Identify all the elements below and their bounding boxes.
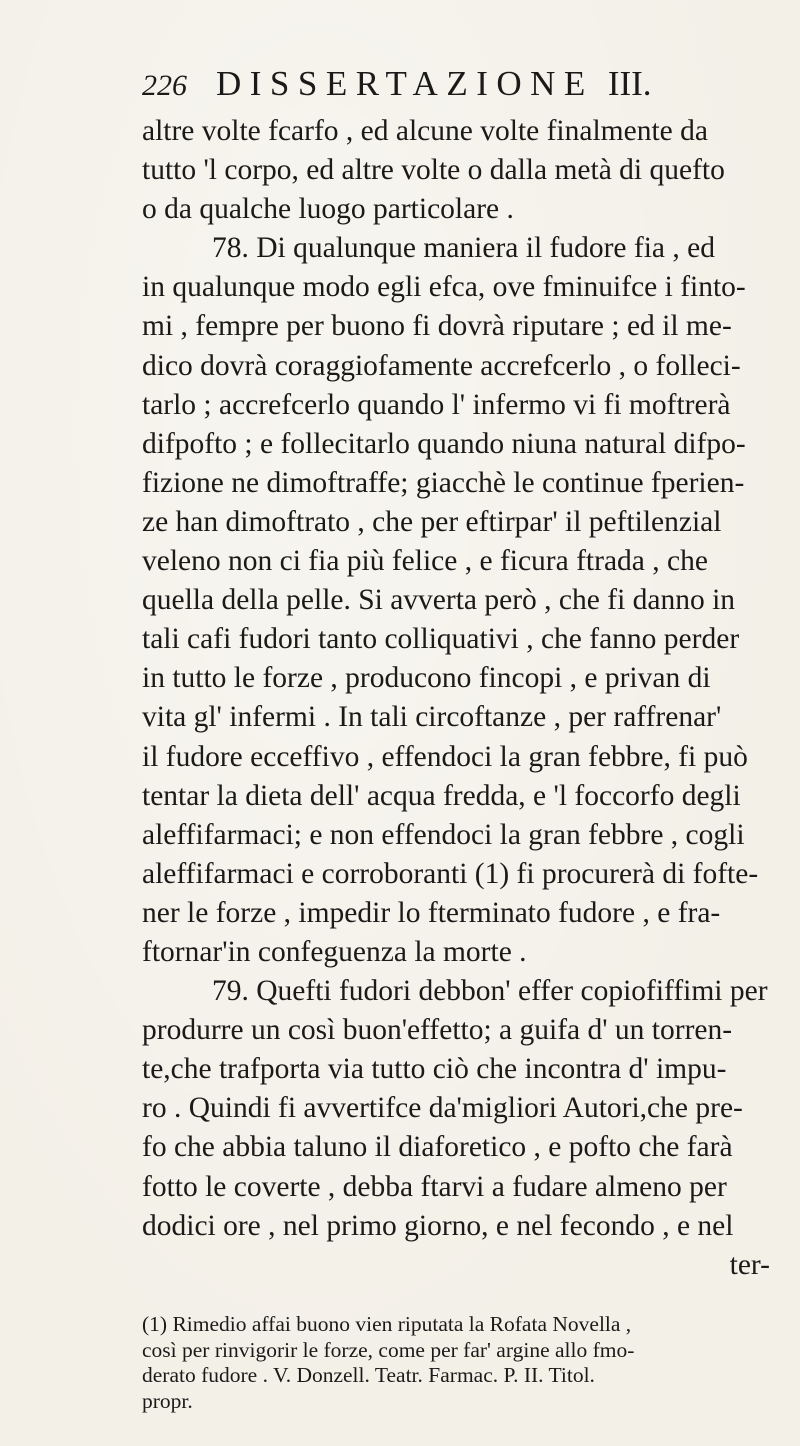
paragraph-78-start: 78. Di qualunque maniera il fudore fia , ed xyxy=(212,232,715,265)
text-line: ze han dimoftrato , che per eftirpar' il peftilenzial xyxy=(142,505,722,538)
text-line: o da qualche luogo particolare . xyxy=(142,193,514,226)
running-title: DISSERTAZIONE xyxy=(216,64,594,103)
text-line: vita gl' infermi . In tali circoftanze , per raffrenar' xyxy=(142,701,722,734)
running-head xyxy=(142,58,762,108)
text-line: fotto le coverte , debba ftarvi a fudare almeno per xyxy=(142,1170,727,1203)
footnote-line: (1) Rimedio affai buono vien riputata la Rofata Novella , xyxy=(142,1312,632,1336)
text-line: te,che trafporta via tutto ciò che incontra d' impu- xyxy=(142,1053,727,1086)
text-line: aleffifarmaci; e non effendoci la gran febbre , cogli xyxy=(142,818,745,851)
body-text xyxy=(142,112,788,1285)
catchword: ter- xyxy=(729,1248,770,1281)
text-line: tali cafi fudori tanto colliquativi , che fanno perder xyxy=(142,623,740,656)
text-line: ner le forze , impedir lo fterminato fudore , e fra- xyxy=(142,896,721,929)
paragraph-79-start: 79. Quefti fudori debbon' effer copiofiffimi per xyxy=(212,975,768,1008)
footnote-line: derato fudore . V. Donzell. Teatr. Farmac. P. II. Titol. xyxy=(142,1363,595,1387)
text-line: aleffifarmaci e corroboranti (1) fi procurerà di fofte- xyxy=(142,857,759,890)
text-line: ro . Quindi fi avvertifce da'migliori Autori,che pre- xyxy=(142,1092,743,1125)
footnote-line: propr. xyxy=(142,1388,193,1413)
text-line: dico dovrà coraggiofamente accrefcerlo , o folleci- xyxy=(142,349,741,382)
text-line: difpofto ; e follecitarlo quando niuna natural difpo- xyxy=(142,427,746,460)
text-line: mi , fempre per buono fi dovrà riputare ; ed il me- xyxy=(142,310,732,343)
text-line: fizione ne dimoftraffe; giacchè le continue fperien- xyxy=(142,466,745,499)
page-number: 226 xyxy=(142,69,187,102)
text-line: dodici ore , nel primo giorno, e nel fecondo , e nel xyxy=(142,1209,734,1242)
text-line: produrre un così buon'effetto; a guifa d' un torren- xyxy=(142,1014,733,1047)
text-line: quella della pelle. Si avverta però , che fi danno in xyxy=(142,584,736,617)
text-line: ftornar'in confeguenza la morte . xyxy=(142,935,527,968)
text-line: altre volte fcarfo , ed alcune volte finalmente da xyxy=(142,115,708,147)
text-line: il fudore ecceffivo , effendoci la gran febbre, fi può xyxy=(142,740,748,773)
footnote-line: così per rinvigorir le forze, come per far' argine allo fmo- xyxy=(142,1337,635,1362)
chapter-number: III. xyxy=(607,64,652,103)
text-line: tentar la dieta dell' acqua fredda, e 'l foccorfo degli xyxy=(142,779,741,812)
text-line: tarlo ; accrefcerlo quando l' infermo vi fi moftrerà xyxy=(142,388,731,421)
footnote xyxy=(142,1312,788,1414)
text-line: in tutto le forze , producono fincopi , e privan di xyxy=(142,662,711,695)
text-line: fo che abbia taluno il diaforetico , e pofto che farà xyxy=(142,1131,733,1164)
text-line: in qualunque modo egli efca, ove fminuifce i finto- xyxy=(142,271,746,304)
text-line: tutto 'l corpo, ed altre volte o dalla metà di quefto xyxy=(142,154,725,187)
text-line: veleno non ci fia più felice , e ficura ftrada , che xyxy=(142,545,708,578)
